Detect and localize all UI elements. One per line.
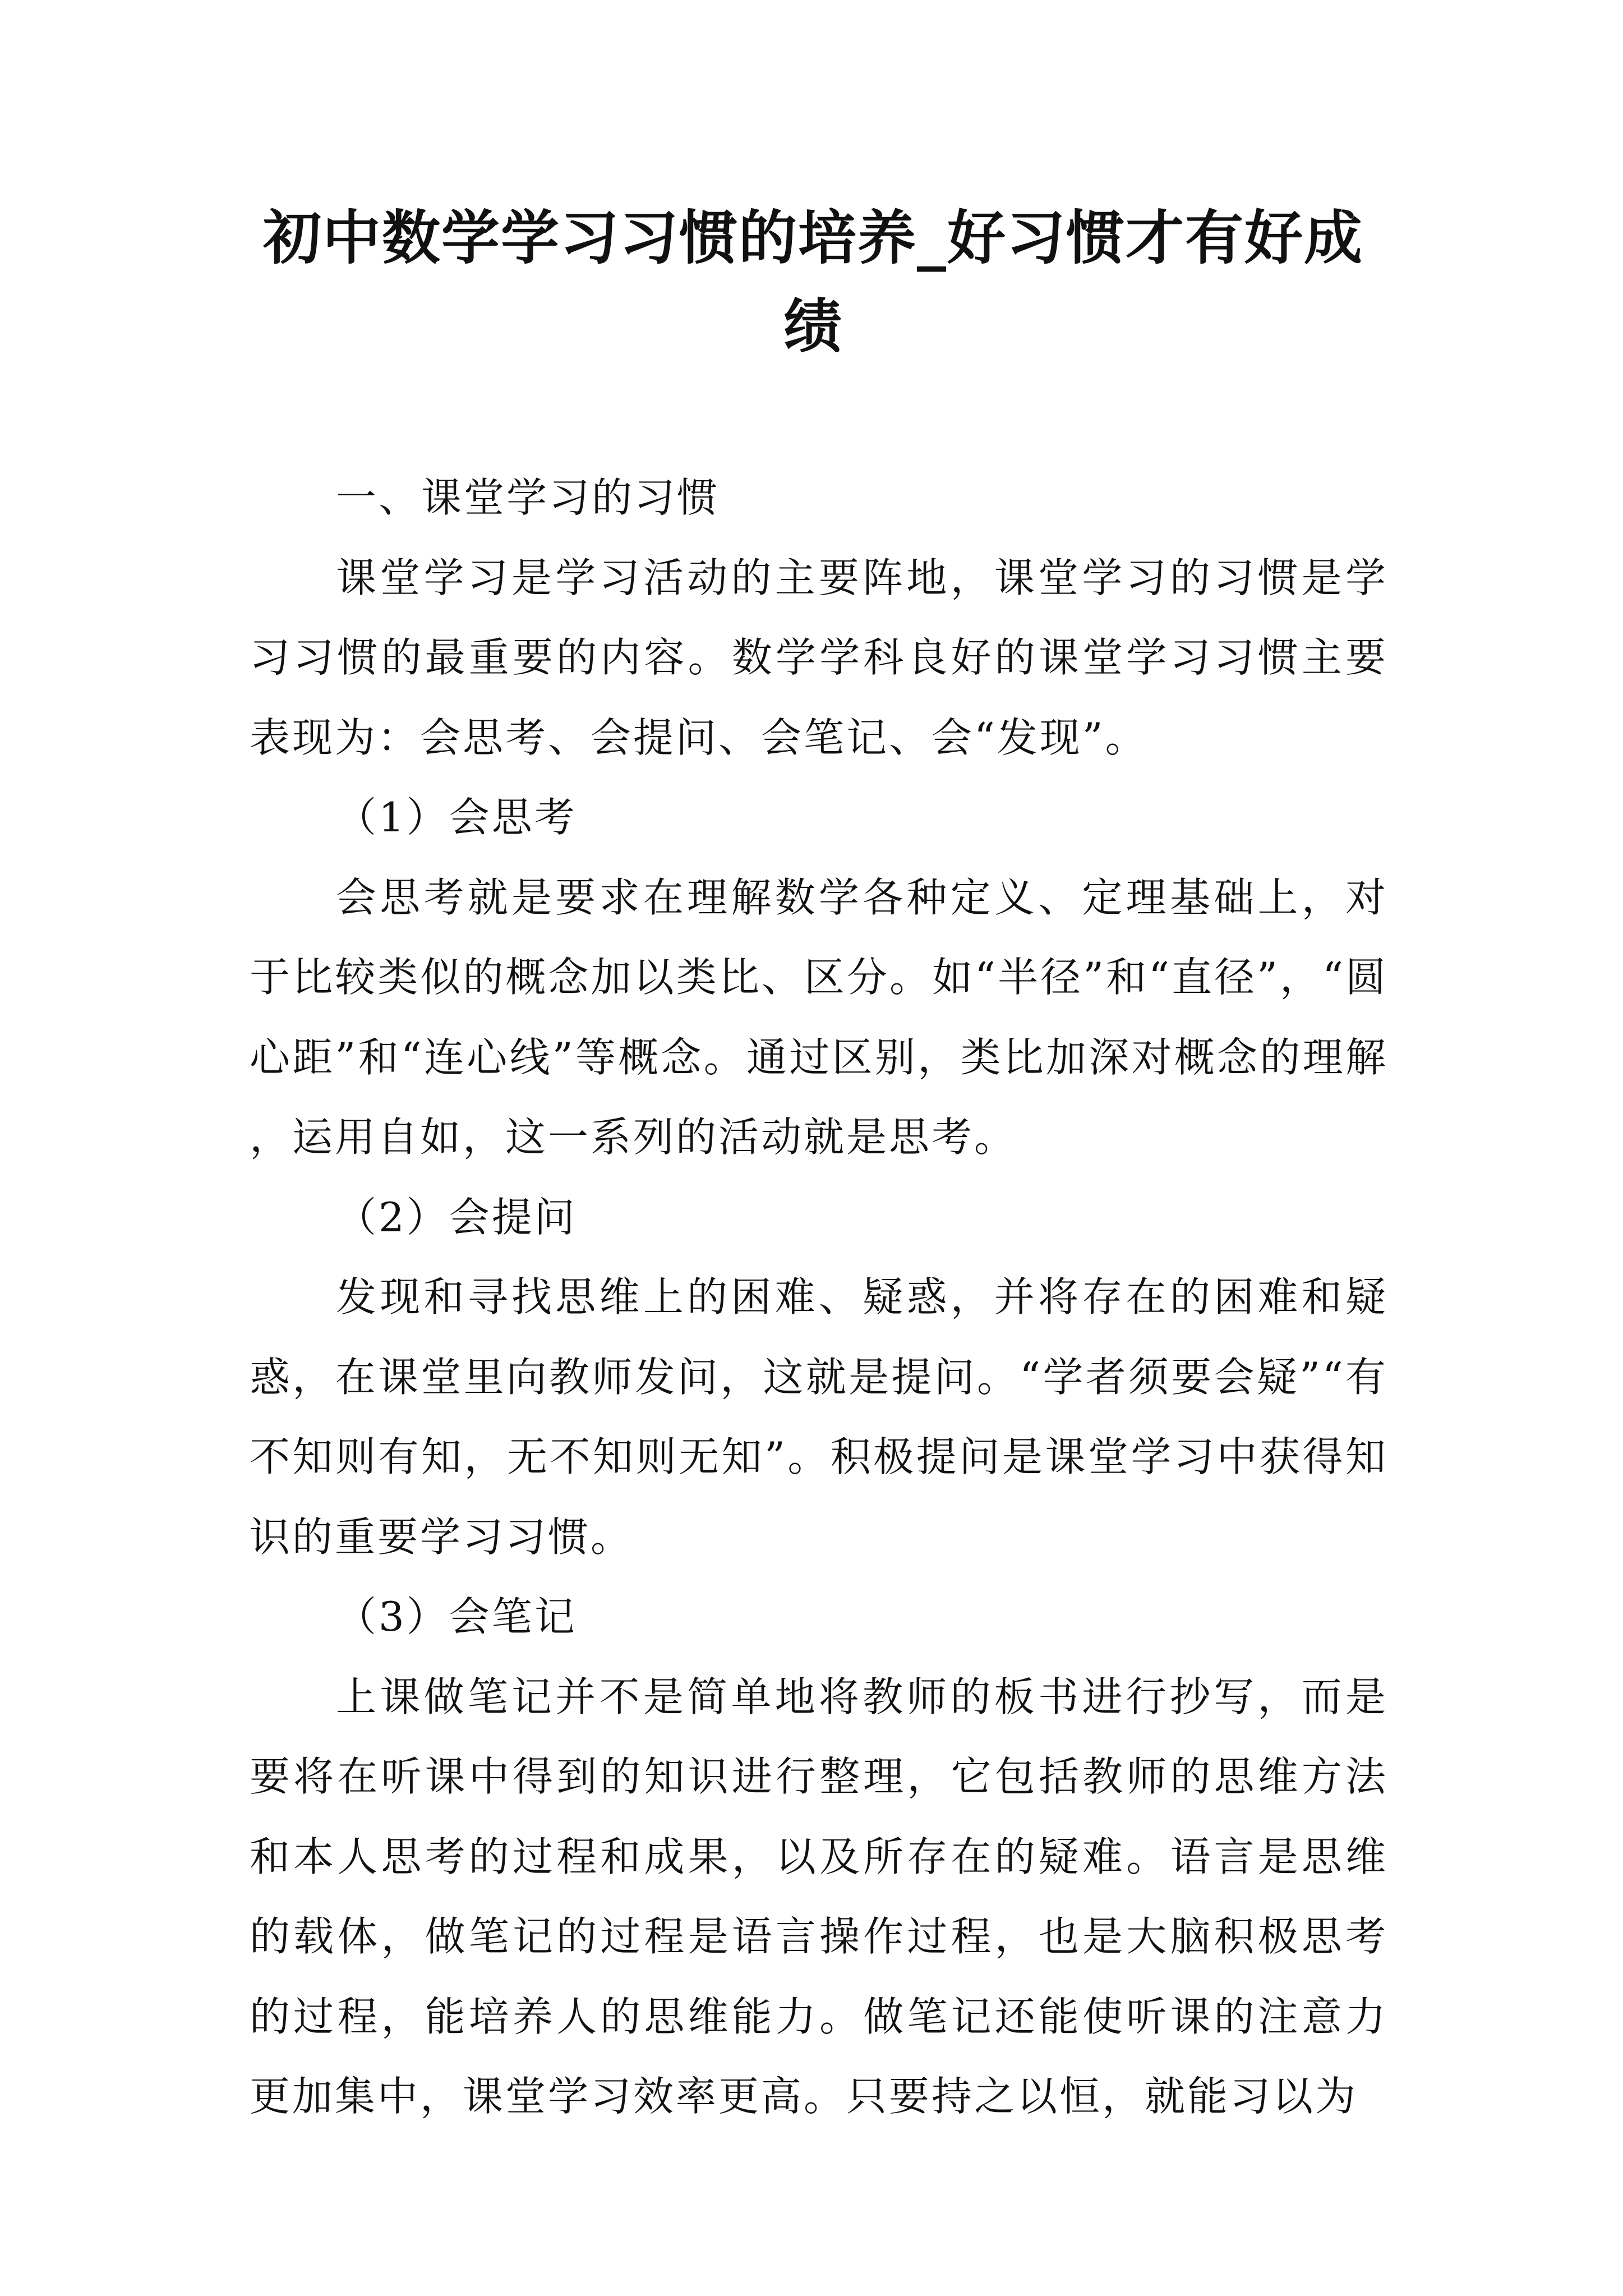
document-body [250, 458, 1388, 2137]
document-title: 初中数学学习习惯的培养_好习惯才有好成绩 [262, 203, 1363, 361]
subheading-questioning: （2）会提问 [336, 1193, 577, 1241]
paragraph-questioning: 发现和寻找思维上的困难、疑惑，并将存在的困难和疑惑，在课堂里向教师发问，这就是提问。“学者须要会疑”“有不知则有知，无不知则无知”。积极提问是课堂学习中获得知识的重要学习习惯。 [250, 1273, 1388, 1561]
paragraph-thinking: 会思考就是要求在理解数学各种定义、定理基础上，对于比较类似的概念加以类比、区分。如“半径”和“直径”，“圆心距”和“连心线”等概念。通过区别，类比加深对概念的理解，运用自如，这一系列的活动就是思考。 [250, 873, 1388, 1161]
subheading-note-taking: （3）会笔记 [336, 1593, 577, 1640]
paragraph-note-taking: 上课做笔记并不是简单地将教师的板书进行抄写，而是要将在听课中得到的知识进行整理，它包括教师的思维方法和本人思考的过程和成果，以及所存在的疑难。语言是思维的载体，做笔记的过程是语言操作过程，也是大脑积极思考的过程，能培养人的思维能力。做笔记还能使听课的注意力更加集中，课堂学习效率更高。只要持之以恒，就能习以为 [250, 1673, 1388, 2120]
subheading-thinking: （1）会思考 [336, 794, 577, 841]
paragraph-classroom-intro: 课堂学习是学习活动的主要阵地，课堂学习的习惯是学习习惯的最重要的内容。数学学科良好的课堂学习习惯主要表现为：会思考、会提问、会笔记、会“发现”。 [250, 554, 1388, 761]
section-heading-classroom-habits: 一、课堂学习的习惯 [336, 474, 720, 521]
